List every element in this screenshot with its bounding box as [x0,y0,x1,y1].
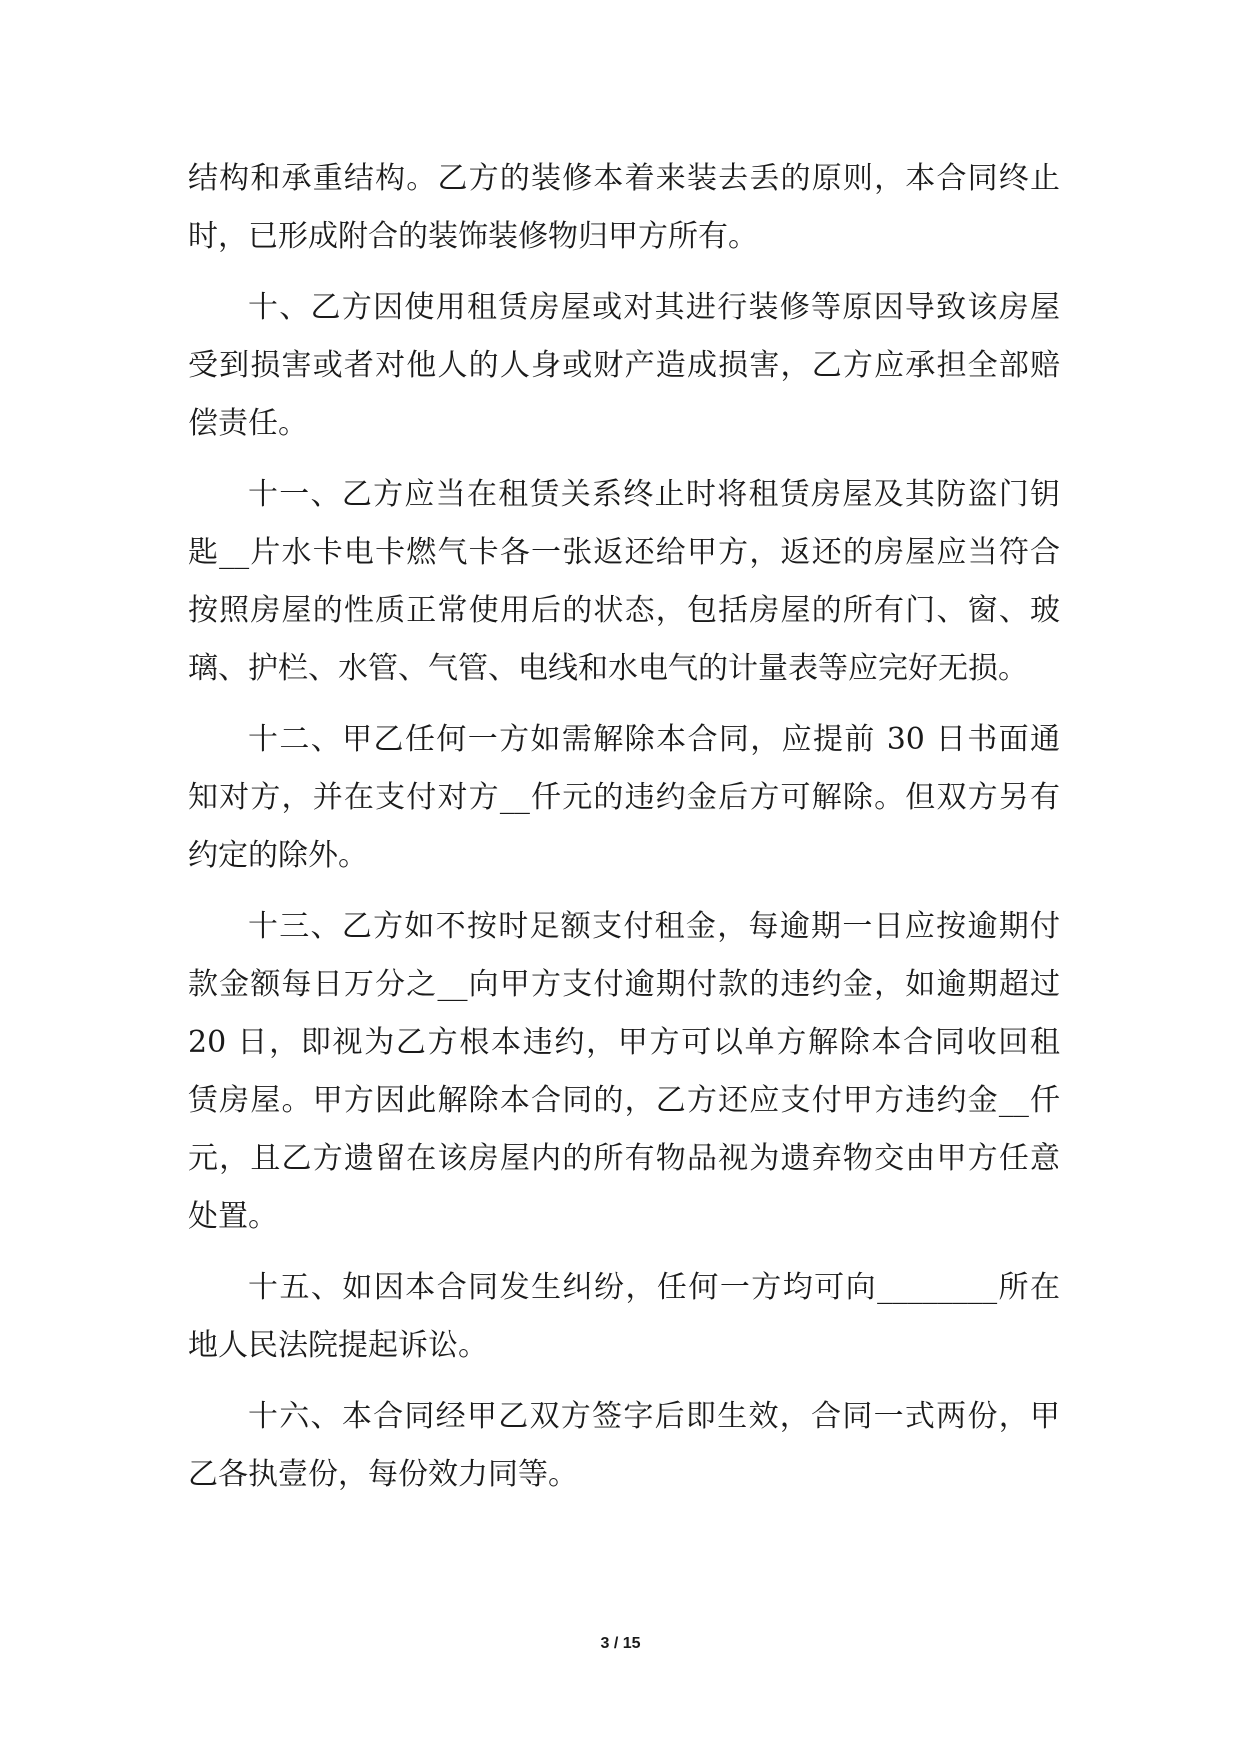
paragraph-line: 20 日，即视为乙方根本违约，甲方可以单方解除本合同收回租 [188,1025,1060,1060]
clause-16 [188,1388,1060,1504]
paragraph-line: 乙各执壹份，每份效力同等。 [188,1457,578,1492]
paragraph-line: 约定的除外。 [188,838,368,873]
paragraph-line: 款金额每日万分之__向甲方支付逾期付款的违约金，如逾期超过 [188,967,1060,1002]
clause-13 [188,898,1060,1246]
paragraph-line: 十一、乙方应当在租赁关系终止时将租赁房屋及其防盗门钥 [248,477,1060,512]
clause-10 [188,279,1060,453]
paragraph-line: 匙__片水卡电卡燃气卡各一张返还给甲方，返还的房屋应当符合 [188,535,1060,570]
paragraph-line: 十五、如因本合同发生纠纷，任何一方均可向________所在 [248,1270,1060,1305]
paragraph-line: 十六、本合同经甲乙双方签字后即生效，合同一式两份，甲 [248,1399,1060,1434]
paragraph-line: 偿责任。 [188,406,308,441]
page-number: 3 / 15 [600,1635,641,1652]
paragraph-continuation [188,150,1060,266]
document-body [188,150,1060,1504]
paragraph-line: 十二、甲乙任何一方如需解除本合同，应提前 30 日书面通 [248,722,1060,757]
paragraph-line: 按照房屋的性质正常使用后的状态，包括房屋的所有门、窗、玻 [188,593,1060,628]
paragraph-line: 十三、乙方如不按时足额支付租金，每逾期一日应按逾期付 [248,909,1060,944]
paragraph-line: 处置。 [188,1199,278,1234]
clause-12 [188,711,1060,885]
paragraph-line: 知对方，并在支付对方__仟元的违约金后方可解除。但双方另有 [188,780,1060,815]
paragraph-line: 受到损害或者对他人的人身或财产造成损害，乙方应承担全部赔 [188,348,1060,383]
paragraph-line: 时，已形成附合的装饰装修物归甲方所有。 [188,219,758,254]
paragraph-line: 十、乙方因使用租赁房屋或对其进行装修等原因导致该房屋 [248,290,1060,325]
paragraph-line: 赁房屋。甲方因此解除本合同的，乙方还应支付甲方违约金__仟 [188,1083,1060,1118]
paragraph-line: 地人民法院提起诉讼。 [188,1328,488,1363]
paragraph-line: 元，且乙方遗留在该房屋内的所有物品视为遗弃物交由甲方任意 [188,1141,1060,1176]
paragraph-line: 璃、护栏、水管、气管、电线和水电气的计量表等应完好无损。 [188,651,1028,686]
clause-15 [188,1259,1060,1375]
clause-11 [188,466,1060,698]
paragraph-line: 结构和承重结构。乙方的装修本着来装去丢的原则，本合同终止 [188,161,1060,196]
